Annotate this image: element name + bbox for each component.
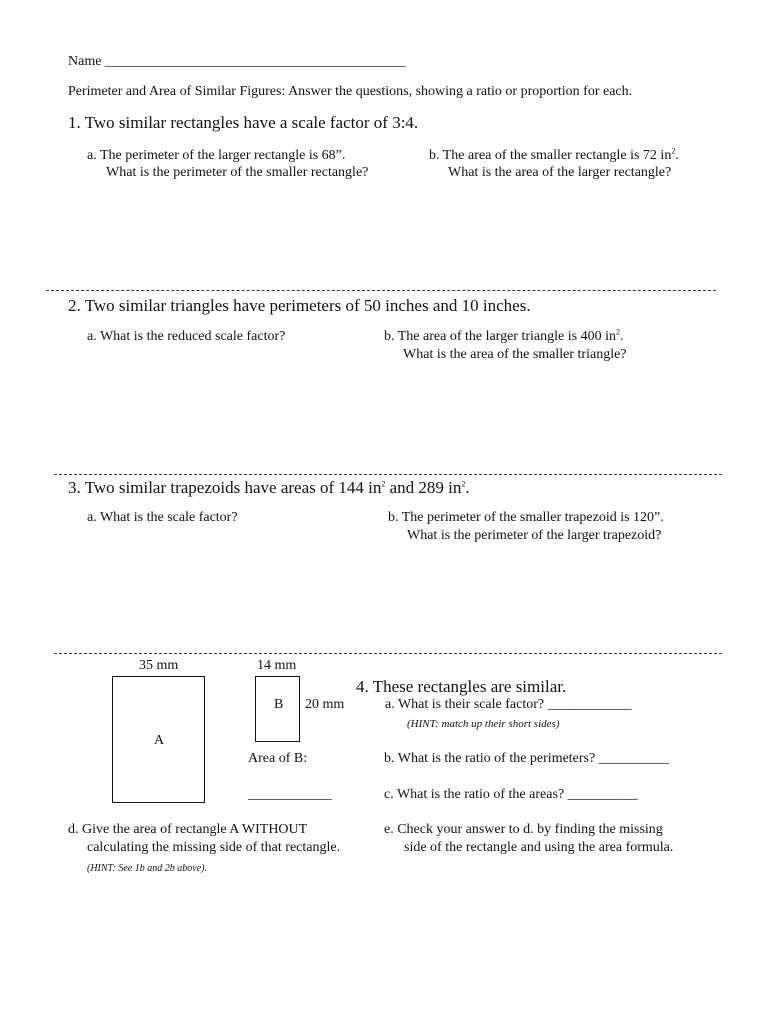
question-1a-line1: a. The perimeter of the larger rectangle is 68”. (87, 148, 346, 163)
question-2-title: 2. Two similar triangles have perimeters of 50 inches and 10 inches. (68, 296, 531, 315)
rect-b-height-label: 20 mm (305, 697, 345, 712)
question-4b-line: b. What is the ratio of the perimeters? __________ (384, 751, 669, 766)
section-divider-1 (46, 290, 716, 291)
area-b-label: Area of B: (248, 751, 308, 766)
question-3b-line1: b. The perimeter of the smaller trapezoid is 120”. (388, 510, 664, 525)
question-1-title: 1. Two similar rectangles have a scale factor of 3:4. (68, 113, 419, 132)
question-2b-line2: What is the area of the smaller triangle? (403, 347, 627, 362)
question-3a-line1: a. What is the scale factor? (87, 510, 238, 525)
rect-a-label: A (154, 733, 165, 748)
question-4d-line2: calculating the missing side of that rectangle. (87, 840, 341, 855)
question-3-title: 3. Two similar trapezoids have areas of 144 $in^2$ and 289 $in^2$. (68, 478, 470, 497)
question-4c-line: c. What is the ratio of the areas? __________ (384, 787, 638, 802)
question-4-title: 4. These rectangles are similar. (356, 677, 567, 696)
question-4d-hint: (HINT: See 1b and 2b above). (87, 863, 207, 874)
question-4d-line1: d. Give the area of rectangle A WITHOUT (68, 822, 308, 837)
area-b-blank: ____________ (248, 787, 332, 802)
section-divider-2 (54, 474, 722, 475)
question-4a-line1: a. What is their scale factor? ____________ (385, 697, 632, 712)
question-4a-hint: (HINT: match up their short sides) (407, 718, 560, 730)
rect-a-width-label: 35 mm (139, 658, 179, 673)
question-1a-line2: What is the perimeter of the smaller rectangle? (106, 165, 369, 180)
question-4e-line1: e. Check your answer to d. by finding the missing (384, 822, 663, 837)
question-3b-line2: What is the perimeter of the larger trapezoid? (407, 528, 662, 543)
question-2a-line1: a. What is the reduced scale factor? (87, 329, 286, 344)
section-divider-3 (54, 653, 722, 654)
instructions-text: Perimeter and Area of Similar Figures: Answer the questions, showing a ratio or proportion for each. (68, 84, 633, 99)
rect-b-label: B (274, 697, 284, 712)
question-1b-line1: b. The area of the smaller rectangle is 72 $in^2$. (429, 146, 679, 163)
question-4e-line2: side of the rectangle and using the area formula. (404, 840, 674, 855)
name-field-label: Name ___________________________________________ (68, 54, 406, 69)
question-1b-line2: What is the area of the larger rectangle? (448, 165, 672, 180)
rect-b-width-label: 14 mm (257, 658, 297, 673)
question-2b-line1: b. The area of the larger triangle is 400 $in^2$. (384, 327, 624, 344)
